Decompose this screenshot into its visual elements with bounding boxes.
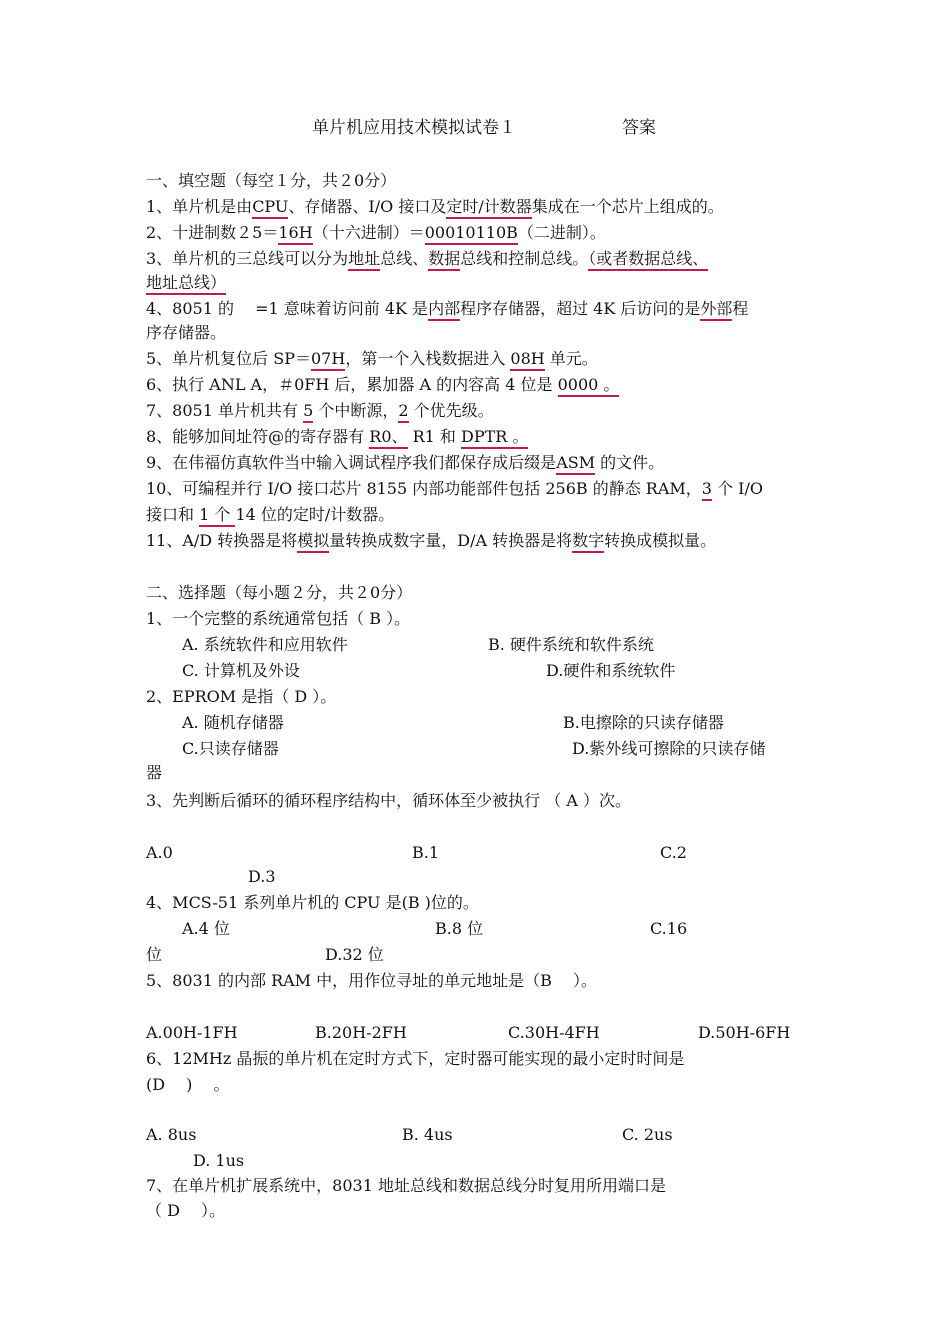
section2-heading: 二、选择题（每小题２分，共２0分） xyxy=(146,583,413,602)
fill-q4-cont: 序存储器。 xyxy=(146,323,227,342)
answer-blank: 数字 xyxy=(572,531,604,553)
choice-q6-option-b: B. 4us xyxy=(402,1125,453,1144)
fill-q6: 6、执行 ANL A，＃0FH 后，累加器 A 的内容高 4 位是 0000 。 xyxy=(146,374,619,396)
answer-blank: 07H xyxy=(311,349,345,371)
choice-q6-option-d: D. 1us xyxy=(193,1151,245,1170)
choice-q2-option-a: A. 随机存储器 xyxy=(182,713,284,732)
choice-q6-stem: 6、12MHz 晶振的单片机在定时方式下，定时器可能实现的最小定时时间是 xyxy=(146,1049,685,1068)
answer-blank: DPTR 。 xyxy=(461,427,528,449)
choice-q2-option-c: C.只读存储器 xyxy=(182,739,279,758)
choice-q1-option-c: C. 计算机及外设 xyxy=(182,661,300,680)
answer-label: 答案 xyxy=(622,118,656,138)
answer-blank: （或者数据总线、 xyxy=(588,249,708,271)
choice-q5-option-b: B.20H-2FH xyxy=(315,1023,407,1042)
answer-blank: 5 xyxy=(303,401,313,423)
fill-q3-cont xyxy=(146,272,226,294)
choice-q2-option-d-cont: 器 xyxy=(146,763,163,782)
choice-q1-option-a: A. 系统软件和应用软件 xyxy=(182,635,348,654)
answer-blank: CPU xyxy=(252,197,288,219)
choice-q3-option-d: D.3 xyxy=(248,867,276,886)
answer-blank: R0、 xyxy=(369,427,407,449)
choice-q5-option-d: D.50H-6FH xyxy=(698,1023,791,1042)
choice-q4-option-a: A.4 位 xyxy=(182,919,230,938)
choice-q4-option-b: B.8 位 xyxy=(435,919,484,938)
choice-q3-option-b: B.1 xyxy=(412,843,440,862)
fill-q8: 8、能够加间址符@的寄存器有 R0、 R1 和 DPTR 。 xyxy=(146,426,528,448)
fill-q3: 3、单片机的三总线可以分为地址总线、数据总线和控制总线。（或者数据总线、 xyxy=(146,248,708,270)
choice-q4-option-d: D.32 位 xyxy=(325,945,384,964)
choice-q7-stem-cont: （ D ）。 xyxy=(146,1201,226,1220)
choice-q1-option-d: D.硬件和系统软件 xyxy=(546,661,676,680)
choice-q4-stem: 4、MCS-51 系列单片机的 CPU 是(B )位的。 xyxy=(146,893,479,912)
answer-blank: 地址 xyxy=(348,249,380,271)
answer-blank: ASM xyxy=(556,453,595,475)
choice-q2-stem: 2、EPROM 是指（ D ）。 xyxy=(146,687,337,706)
fill-q2: 2、十进制数２5＝16H（十六进制）＝00010110B（二进制）。 xyxy=(146,222,606,244)
section1-heading: 一、填空题（每空１分，共２0分） xyxy=(146,171,397,190)
choice-q4-option-c-cont: 位 xyxy=(146,945,163,964)
answer-blank: 外部 xyxy=(700,299,732,321)
answer-blank: 08H xyxy=(510,349,544,371)
choice-q7-stem: 7、在单片机扩展系统中，8031 地址总线和数据总线分时复用所用端口是 xyxy=(146,1176,666,1195)
fill-q11: 11、A/D 转换器是将模拟量转换成数字量，D/A 转换器是将数字转换成模拟量。 xyxy=(146,530,716,552)
choice-q5-option-c: C.30H-4FH xyxy=(508,1023,600,1042)
answer-blank: 地址总线） xyxy=(146,273,226,295)
choice-q3-stem: 3、先判断后循环的循环程序结构中，循环体至少被执行 （ A ）次。 xyxy=(146,791,631,810)
answer-blank: 1 个 xyxy=(199,505,235,527)
answer-blank: 模拟 xyxy=(297,531,329,553)
choice-q4-option-c: C.16 xyxy=(650,919,688,938)
choice-q1-stem: 1、一个完整的系统通常包括（ B ）。 xyxy=(146,609,411,628)
choice-q5-stem: 5、8031 的内部 RAM 中，用作位寻址的单元地址是（B ）。 xyxy=(146,971,597,990)
choice-q1-option-b: B. 硬件系统和软件系统 xyxy=(488,635,654,654)
fill-q5: 5、单片机复位后 SP＝07H，第一个入栈数据进入 08H 单元。 xyxy=(146,348,598,370)
answer-blank: 内部 xyxy=(428,299,460,321)
choice-q5-option-a: A.00H-1FH xyxy=(146,1023,238,1042)
answer-blank: 数据 xyxy=(428,249,460,271)
choice-q3-option-a: A.0 xyxy=(146,843,173,862)
fill-q7: 7、8051 单片机共有 5 个中断源，2 个优先级。 xyxy=(146,400,494,422)
answer-blank: 2 xyxy=(398,401,408,423)
answer-blank: 00010110B xyxy=(425,223,518,245)
choice-q3-option-c: C.2 xyxy=(660,843,687,862)
fill-q4: 4、8051 的 =1 意味着访问前 4K 是内部程序存储器，超过 4K 后访问的是外部程 xyxy=(146,298,748,320)
choice-q2-option-b: B.电擦除的只读存储器 xyxy=(563,713,724,732)
answer-blank: 3 xyxy=(702,479,712,501)
answer-blank: 16H xyxy=(278,223,312,245)
choice-q6-option-c: C. 2us xyxy=(622,1125,673,1144)
answer-blank: 0000 。 xyxy=(558,375,620,397)
fill-q1: 1、单片机是由CPU、存储器、I/O 接口及定时/计数器集成在一个芯片上组成的。 xyxy=(146,196,724,218)
exam-title: 单片机应用技术模拟试卷１ xyxy=(312,118,516,138)
choice-q2-option-d: D.紫外线可擦除的只读存储 xyxy=(572,739,766,758)
fill-q10: 10、可编程并行 I/O 接口芯片 8155 内部功能部件包括 256B 的静态 RAM，3 个 I/O xyxy=(146,478,763,500)
choice-q6-option-a: A. 8us xyxy=(146,1125,197,1144)
fill-q10-cont: 接口和 1 个 14 位的定时/计数器。 xyxy=(146,504,394,526)
answer-blank: 定时/计数器 xyxy=(446,197,531,219)
choice-q6-stem-cont: (D ) 。 xyxy=(146,1075,230,1094)
fill-q9: 9、在伟福仿真软件当中输入调试程序我们都保存成后缀是ASM 的文件。 xyxy=(146,452,664,474)
